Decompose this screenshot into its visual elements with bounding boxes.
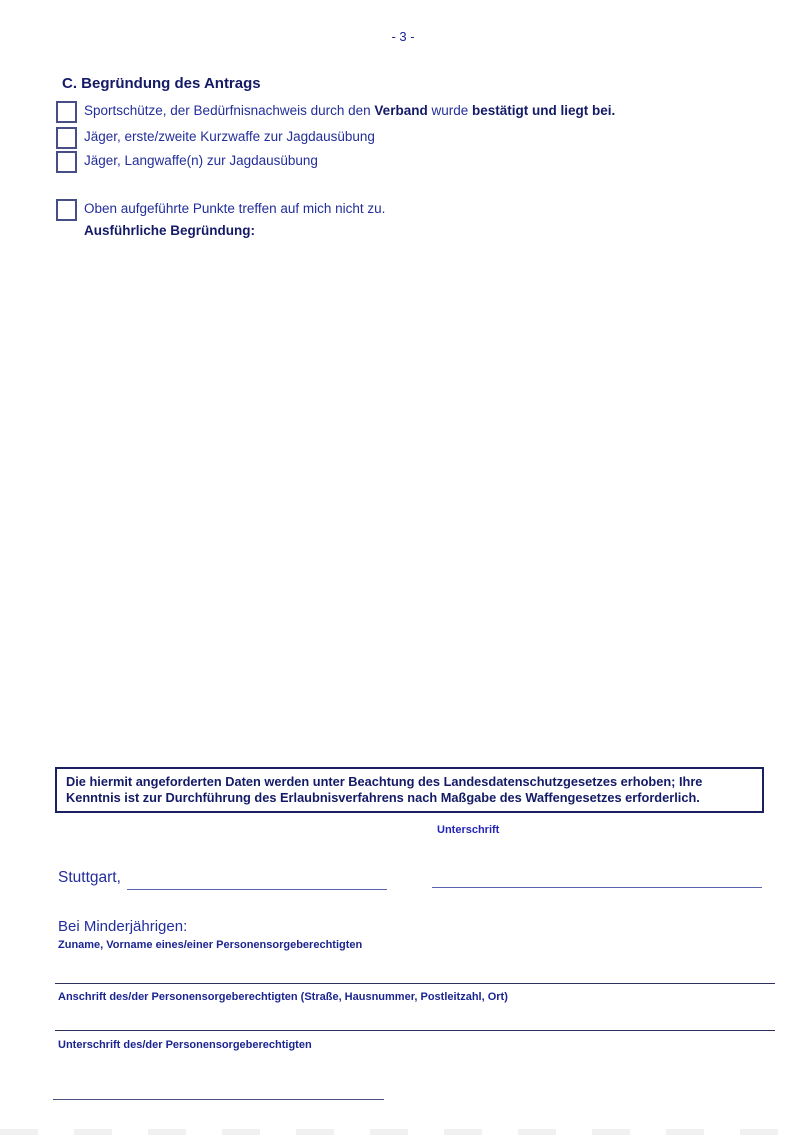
label-segment: Sportschütze, der Bedürfnisnachweis durch den xyxy=(84,103,375,118)
checkbox-label-sportschuetze xyxy=(84,103,615,118)
date-fill-line[interactable] xyxy=(127,889,387,890)
label-segment: wurde xyxy=(427,103,472,118)
checkbox-row-jaeger-kurzwaffe xyxy=(56,127,375,149)
minors-address-fill-line[interactable] xyxy=(55,1030,775,1031)
label-segment-bold: Verband xyxy=(374,103,428,118)
checkbox-jaeger-kurzwaffe[interactable] xyxy=(56,127,77,149)
minors-heading: Bei Minderjährigen: xyxy=(58,918,188,935)
checkbox-nicht-zutreffend[interactable] xyxy=(56,199,77,221)
privacy-notice-text: Die hiermit angeforderten Daten werden unter Beachtung des Landesdatenschutzgesetzes erhoben; Ihre Kenntnis ist zur Durchführung des Erlaubnisverfahrens nach Maßgabe des Waffengesetzes erforderlich. xyxy=(66,774,703,805)
privacy-notice-box xyxy=(55,767,764,813)
minors-signature-fill-line[interactable] xyxy=(53,1099,384,1100)
checkbox-sportschuetze[interactable] xyxy=(56,101,77,123)
city-label: Stuttgart, xyxy=(58,869,121,886)
checkbox-jaeger-langwaffe[interactable] xyxy=(56,151,77,173)
signature-fill-line[interactable] xyxy=(432,887,762,888)
label-segment-bold: bestätigt und liegt bei. xyxy=(471,103,616,118)
checkbox-row-nicht-zutreffend xyxy=(56,199,386,221)
ausfuehrliche-begruendung-label: Ausführliche Begründung: xyxy=(84,223,255,238)
checkbox-row-sportschuetze xyxy=(56,101,616,123)
scan-edge-artifact xyxy=(0,1129,806,1135)
begruendung-blank-area[interactable] xyxy=(55,245,761,745)
checkbox-row-jaeger-langwaffe xyxy=(56,151,318,173)
checkbox-label-nicht-zutreffend: Oben aufgeführte Punkte treffen auf mich nicht zu. xyxy=(84,201,386,216)
checkbox-label-jaeger-kurzwaffe: Jäger, erste/zweite Kurzwaffe zur Jagdausübung xyxy=(84,129,375,144)
section-c-heading: C. Begründung des Antrags xyxy=(62,75,261,92)
minors-name-label: Zuname, Vorname eines/einer Personensorgeberechtigten xyxy=(58,939,363,951)
unterschrift-label: Unterschrift xyxy=(437,824,500,836)
minors-address-label: Anschrift des/der Personensorgeberechtigten (Straße, Hausnummer, Postleitzahl, Ort) xyxy=(58,991,508,1003)
page-number: - 3 - xyxy=(391,29,415,44)
checkbox-label-jaeger-langwaffe: Jäger, Langwaffe(n) zur Jagdausübung xyxy=(84,153,318,168)
minors-signature-label: Unterschrift des/der Personensorgeberechtigten xyxy=(58,1039,312,1051)
minors-name-fill-line[interactable] xyxy=(55,983,775,984)
